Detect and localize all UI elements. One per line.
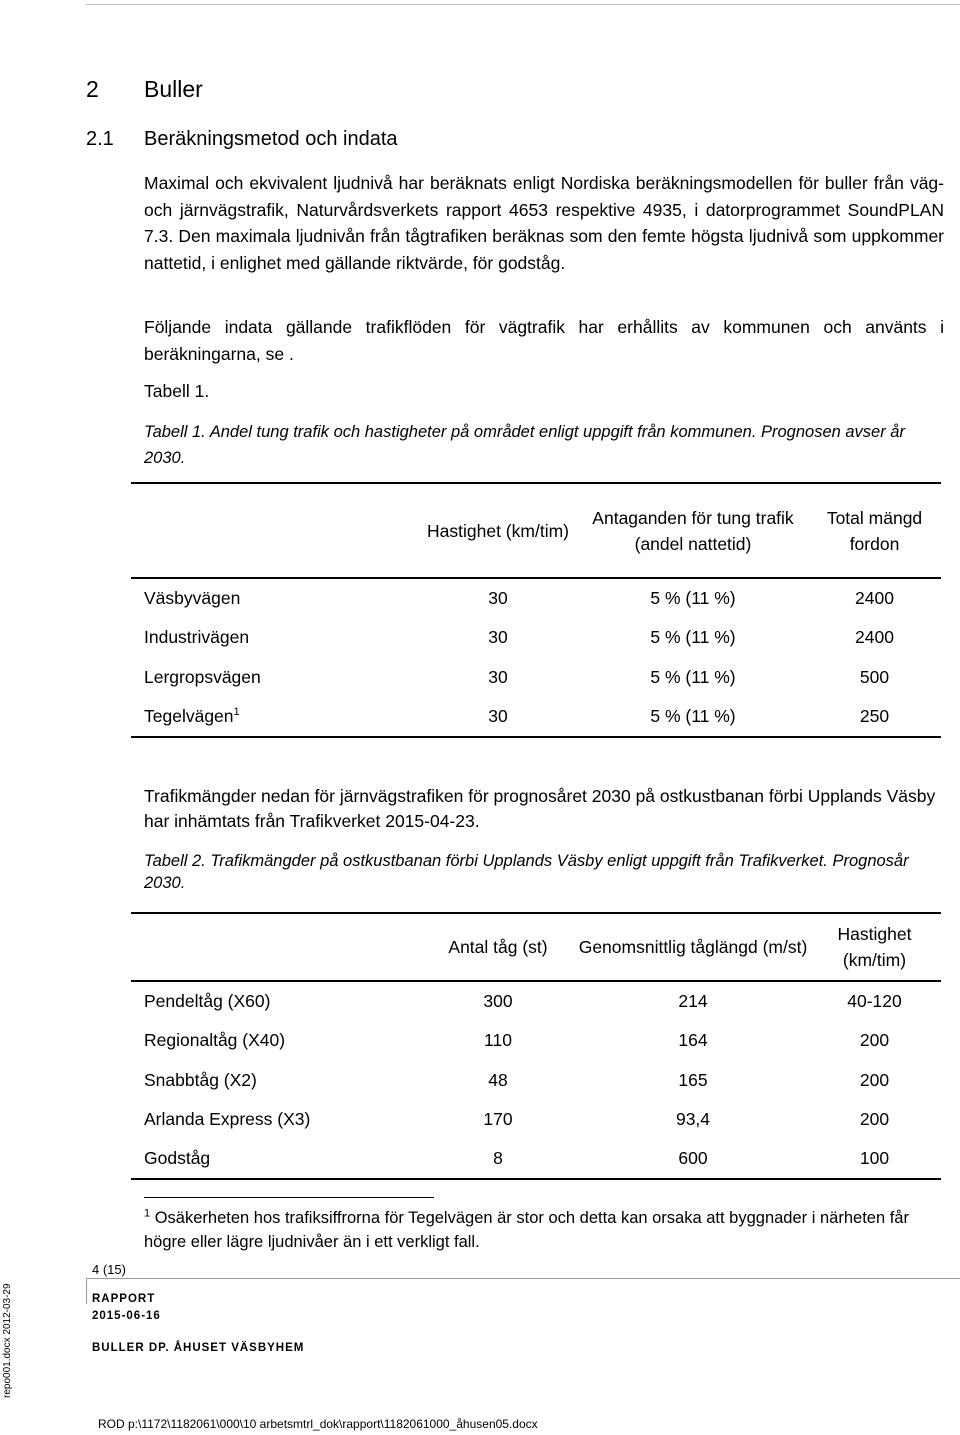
- header-rule: [86, 4, 960, 5]
- train-length-cell: 165: [678, 1069, 708, 1090]
- road-name: Tegelvägen$^1$: [144, 706, 240, 727]
- footnote: [144, 1206, 924, 1254]
- train-length-cell: 214: [678, 991, 708, 1012]
- train-length-cell: 164: [678, 1030, 708, 1051]
- table-row: [131, 1021, 941, 1060]
- train-type: Regionaltåg (X40): [144, 1030, 286, 1051]
- train-count-cell: 170: [483, 1109, 513, 1130]
- template-info: repo001.docx 2012-03-29: [2, 1283, 13, 1398]
- footnote-reference: 1: [233, 706, 240, 719]
- section-number: 2: [86, 76, 99, 102]
- speed-cell: 200: [859, 1030, 890, 1051]
- header-cell: Antal tåg (st): [448, 937, 548, 957]
- heavy-traffic-cell: 5 % (11 %): [650, 666, 736, 687]
- heavy-traffic-cell: 5 % (11 %): [650, 588, 736, 609]
- table2-caption: Tabell 2. Trafikmängder på ostkustbanan förbi Upplands Väsby enligt uppgift från Trafikverket. Prognosår 2030.: [144, 852, 909, 892]
- train-length-cell: 600: [678, 1148, 708, 1169]
- file-path: ROD p:\1172\1182061\000\10 arbetsmtrl_dok\rapport\1182061000_åhusen05.docx: [98, 1417, 538, 1431]
- table-row: [131, 618, 941, 657]
- subsection-number: 2.1: [86, 128, 114, 150]
- header-cell: Total mängd fordon: [826, 507, 923, 554]
- road-traffic-table: [131, 482, 941, 738]
- speed-cell: 30: [488, 588, 508, 609]
- section-heading: [86, 76, 203, 103]
- road-name: Väsbyvägen: [144, 588, 241, 609]
- speed-cell: 30: [488, 627, 508, 648]
- header-cell: Genomsnittlig tåglängd (m/st): [578, 937, 808, 957]
- table-header-row: [131, 913, 941, 981]
- total-cell: 500: [859, 666, 890, 687]
- rail-traffic-table: [131, 912, 941, 1180]
- table-header-row: [131, 483, 941, 578]
- speed-cell: 100: [859, 1148, 890, 1169]
- table-row: [131, 1139, 941, 1179]
- speed-cell: 200: [859, 1069, 890, 1090]
- subsection-title: Beräkningsmetod och indata: [144, 128, 398, 150]
- table-row: [131, 981, 941, 1021]
- speed-cell: 200: [859, 1109, 890, 1130]
- total-cell: 2400: [855, 627, 894, 648]
- table-row: [131, 578, 941, 618]
- table-row: [131, 1100, 941, 1139]
- speed-cell: 40-120: [847, 991, 902, 1012]
- header-cell: [131, 913, 418, 981]
- footnote-separator: [144, 1197, 434, 1198]
- section-title: Buller: [144, 76, 203, 102]
- road-name: Lergropsvägen: [144, 666, 261, 687]
- total-cell: 2400: [855, 588, 894, 609]
- train-type: Snabbtåg (X2): [144, 1069, 257, 1090]
- page-number: 4 (15): [92, 1262, 126, 1277]
- header-cell: Hastighet (km/tim): [837, 924, 912, 970]
- header-cell: Hastighet (km/tim): [427, 520, 569, 541]
- table1-caption: Tabell 1. Andel tung trafik och hastigheter på området enligt uppgift från kommunen. Prognosen avser år 2030.: [144, 423, 905, 467]
- subsection-heading: [86, 128, 398, 151]
- paragraph-rail: Trafikmängder nedan för järnvägstrafiken för prognosåret 2030 på ostkustbanan förbi Upplands Väsby har inhämtats från Trafikverket 2015-04-23.: [144, 786, 936, 831]
- footer-rule-vertical: [86, 1278, 87, 1304]
- paragraph-table-ref: Tabell 1.: [144, 381, 210, 401]
- road-name: Industrivägen: [144, 627, 250, 648]
- speed-cell: 30: [488, 706, 508, 727]
- train-count-cell: 48: [488, 1069, 508, 1090]
- total-cell: 250: [859, 706, 890, 727]
- train-type: Pendeltåg (X60): [144, 991, 271, 1012]
- table-row: [131, 1061, 941, 1100]
- footer-rule: [86, 1278, 960, 1279]
- train-type: Godståg: [144, 1148, 211, 1169]
- speed-cell: 30: [488, 666, 508, 687]
- train-count-cell: 300: [483, 991, 513, 1012]
- train-length-cell: 93,4: [675, 1109, 711, 1130]
- report-label: RAPPORT: [92, 1293, 156, 1305]
- table-row: [131, 658, 941, 697]
- table-row: [131, 697, 941, 737]
- footnote-text: Osäkerheten hos trafiksiffrorna för Tegelvägen är stor och detta kan orsaka att byggnader i närheten får högre eller lägre ljudnivåer än i ett verkligt fall.: [144, 1209, 909, 1251]
- train-count-cell: 8: [493, 1148, 503, 1169]
- header-cell: [131, 483, 418, 578]
- heavy-traffic-cell: 5 % (11 %): [650, 706, 736, 727]
- train-type: Arlanda Express (X3): [144, 1109, 311, 1130]
- header-cell: Antaganden för tung trafik (andel nattetid): [592, 507, 794, 554]
- paragraph-indata: Följande indata gällande trafikflöden för vägtrafik har erhållits av kommunen och använts i beräkningarna, se .: [144, 317, 944, 364]
- train-count-cell: 110: [484, 1030, 512, 1051]
- report-title: BULLER DP. ÅHUSET VÄSBYHEM: [92, 1342, 305, 1354]
- report-date: 2015-06-16: [92, 1310, 161, 1322]
- paragraph-method: Maximal och ekvivalent ljudnivå har beräknats enligt Nordiska beräkningsmodellen för buller från väg- och järnvägstrafik, Naturvårdsverkets rapport 4653 respektive 4935, i datorprogrammet SoundPLAN 7.3. Den maximala ljudnivån från tågtrafiken beräknas som den femte högsta ljudnivå som uppkommer nattetid, i enlighet med gällande riktvärde, för godståg.: [144, 173, 944, 273]
- footnote-mark: 1: [144, 1207, 151, 1220]
- heavy-traffic-cell: 5 % (11 %): [650, 627, 736, 648]
